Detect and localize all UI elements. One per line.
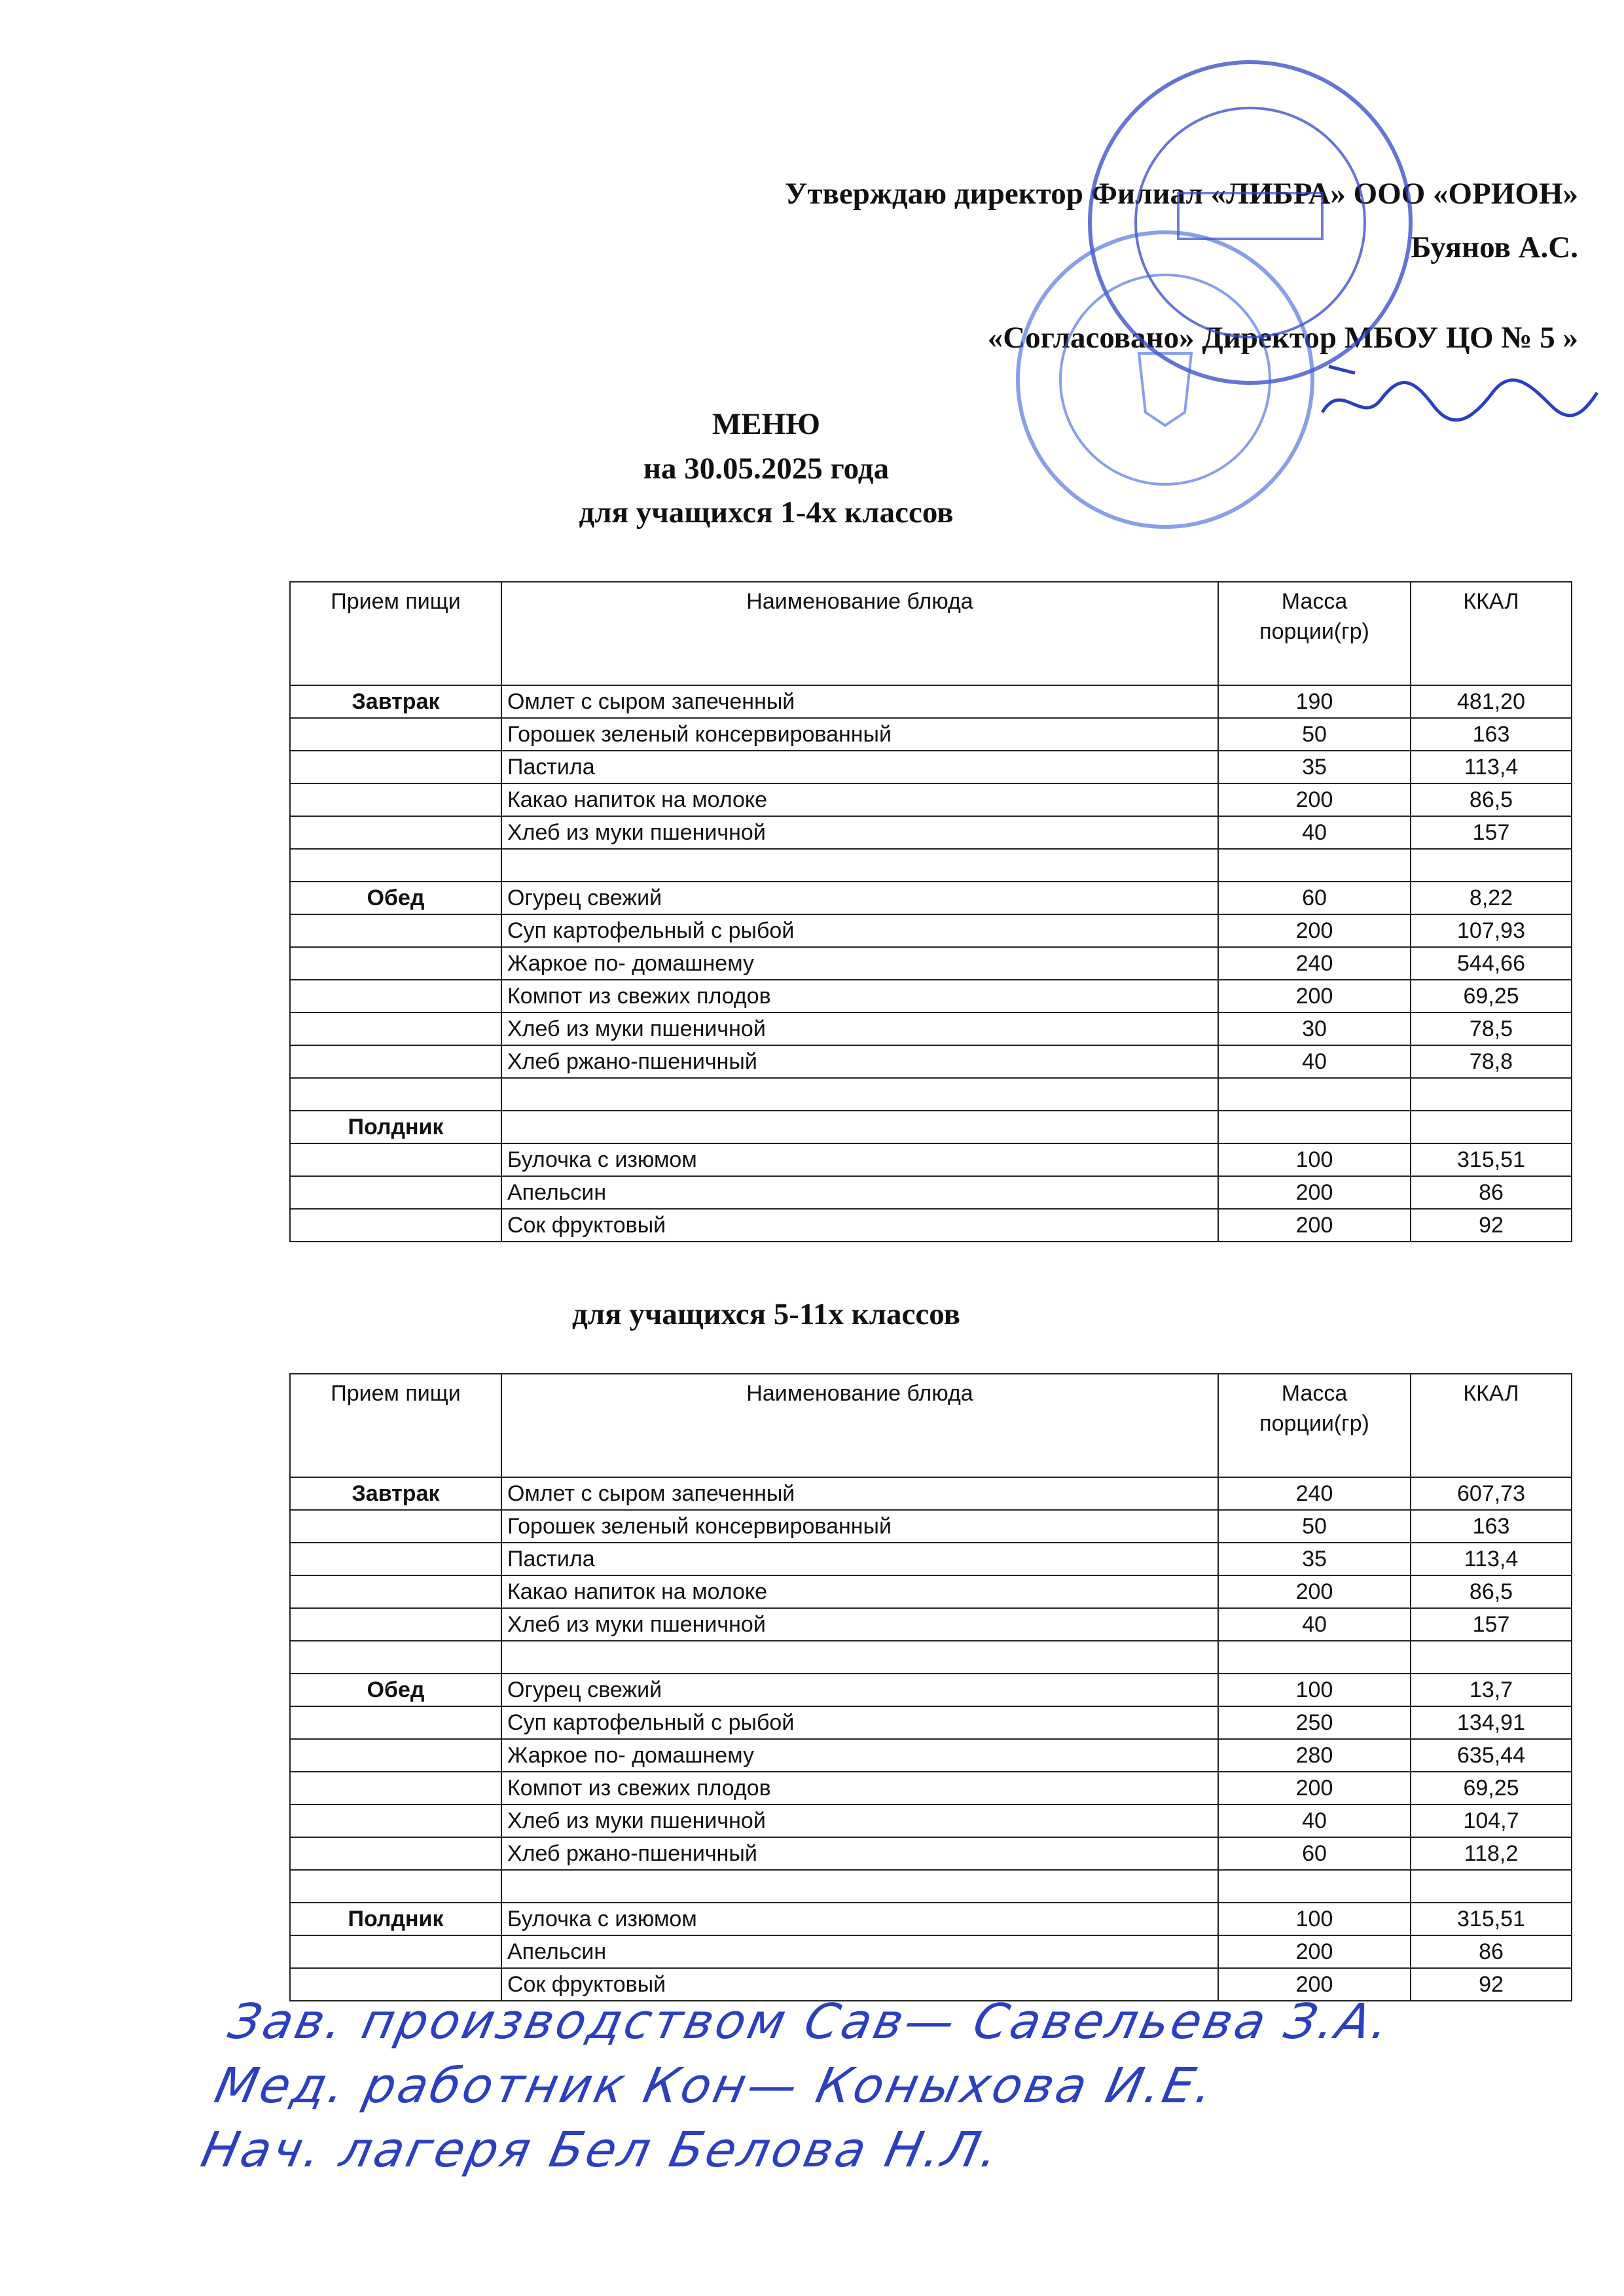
kcal-cell (1411, 849, 1572, 882)
meal-cell (290, 980, 501, 1013)
table-row (290, 816, 1572, 849)
column-dish: Наименование блюда (501, 582, 1218, 685)
table-header-row (290, 1374, 1572, 1477)
meal-cell: Завтрак (290, 685, 501, 718)
kcal-cell: 8,22 (1411, 882, 1572, 914)
meal-cell (290, 1641, 501, 1674)
column-mass: Масса порции(гр) (1218, 1374, 1411, 1477)
dish-cell: Омлет с сыром запеченный (501, 1477, 1218, 1510)
mass-cell: 200 (1218, 1176, 1411, 1209)
meal-cell (290, 1870, 501, 1903)
dish-cell: Пастила (501, 1543, 1218, 1575)
mass-cell (1218, 1870, 1411, 1903)
table-row (290, 1870, 1572, 1903)
table-row (290, 783, 1572, 816)
dish-cell: Хлеб из муки пшеничной (501, 1804, 1218, 1837)
mass-cell: 60 (1218, 1837, 1411, 1870)
mass-cell (1218, 1111, 1411, 1143)
table-row (290, 1045, 1572, 1078)
table-row (290, 1143, 1572, 1176)
kcal-cell: 315,51 (1411, 1143, 1572, 1176)
table-row (290, 1739, 1572, 1772)
dish-cell: Суп картофельный с рыбой (501, 1706, 1218, 1739)
table-row (290, 1078, 1572, 1111)
kcal-cell: 107,93 (1411, 914, 1572, 947)
group1-title: для учащихся 1-4х классов (579, 495, 954, 529)
mass-cell (1218, 849, 1411, 882)
table-row (290, 980, 1572, 1013)
mass-cell: 50 (1218, 1510, 1411, 1543)
kcal-cell: 104,7 (1411, 1804, 1572, 1837)
dish-cell: Какао напиток на молоке (501, 1575, 1218, 1608)
dish-cell: Горошек зеленый консервированный (501, 1510, 1218, 1543)
mass-cell: 100 (1218, 1674, 1411, 1706)
menu-date: на 30.05.2025 года (643, 452, 890, 486)
meal-cell (290, 751, 501, 783)
meal-cell (290, 1772, 501, 1804)
table-row (290, 1837, 1572, 1870)
mass-cell: 190 (1218, 685, 1411, 718)
meal-cell (290, 783, 501, 816)
mass-cell: 50 (1218, 718, 1411, 751)
dish-cell: Хлеб ржано-пшеничный (501, 1045, 1218, 1078)
meal-cell: Полдник (290, 1903, 501, 1935)
meal-cell (290, 1706, 501, 1739)
mass-cell: 250 (1218, 1706, 1411, 1739)
table-row (290, 1935, 1572, 1968)
table-row (290, 751, 1572, 783)
meal-cell (290, 1935, 501, 1968)
mass-cell: 40 (1218, 1608, 1411, 1641)
kcal-cell: 86 (1411, 1935, 1572, 1968)
mass-cell: 240 (1218, 1477, 1411, 1510)
dish-cell: Суп картофельный с рыбой (501, 914, 1218, 947)
table-row (290, 685, 1572, 718)
meal-cell (290, 1575, 501, 1608)
kcal-cell: 607,73 (1411, 1477, 1572, 1510)
mass-cell: 60 (1218, 882, 1411, 914)
kcal-cell: 13,7 (1411, 1674, 1572, 1706)
meal-cell: Обед (290, 882, 501, 914)
kcal-cell: 635,44 (1411, 1739, 1572, 1772)
dish-cell: Омлет с сыром запеченный (501, 685, 1218, 718)
group2-title: для учащихся 5-11х классов (572, 1297, 960, 1331)
kcal-cell: 69,25 (1411, 1772, 1572, 1804)
dish-cell: Сок фруктовый (501, 1968, 1218, 2001)
menu-title: МЕНЮ (712, 407, 821, 441)
meal-cell (290, 1608, 501, 1641)
table-row (290, 914, 1572, 947)
mass-cell: 35 (1218, 1543, 1411, 1575)
table-row (290, 1543, 1572, 1575)
kcal-cell (1411, 1111, 1572, 1143)
kcal-cell: 86 (1411, 1176, 1572, 1209)
kcal-cell: 92 (1411, 1968, 1572, 2001)
dish-cell: Хлеб из муки пшеничной (501, 1608, 1218, 1641)
meal-cell (290, 1804, 501, 1837)
kcal-cell: 157 (1411, 1608, 1572, 1641)
dish-cell (501, 1641, 1218, 1674)
dish-cell: Пастила (501, 751, 1218, 783)
table-row (290, 1903, 1572, 1935)
meal-cell (290, 1837, 501, 1870)
meal-cell (290, 1045, 501, 1078)
kcal-cell: 481,20 (1411, 685, 1572, 718)
kcal-cell: 118,2 (1411, 1837, 1572, 1870)
kcal-cell: 163 (1411, 718, 1572, 751)
dish-cell (501, 1870, 1218, 1903)
mass-cell: 200 (1218, 1935, 1411, 1968)
meal-cell (290, 1176, 501, 1209)
kcal-cell: 78,5 (1411, 1013, 1572, 1045)
meal-cell (290, 1078, 501, 1111)
meal-cell: Завтрак (290, 1477, 501, 1510)
mass-cell: 35 (1218, 751, 1411, 783)
signatures-block (196, 1990, 1398, 2182)
signature-medical-worker: Мед. работник Кон— Коныхова И.Е. (209, 2058, 1221, 2114)
director-signature (1316, 353, 1604, 439)
menu-table-grades-5-11 (289, 1373, 1572, 2001)
dish-cell: Огурец свежий (501, 882, 1218, 914)
table-row (290, 1608, 1572, 1641)
dish-cell: Сок фруктовый (501, 1209, 1218, 1242)
kcal-cell: 163 (1411, 1510, 1572, 1543)
mass-cell (1218, 1641, 1411, 1674)
kcal-cell: 544,66 (1411, 947, 1572, 980)
dish-cell: Хлеб из муки пшеничной (501, 816, 1218, 849)
agreed-line: «Согласовано» Директор МБОУ ЦО № 5 » (987, 321, 1578, 355)
kcal-cell: 134,91 (1411, 1706, 1572, 1739)
mass-cell: 200 (1218, 783, 1411, 816)
signature-camp-head: Нач. лагеря Бел Белова Н.Л. (196, 2122, 1006, 2178)
dish-cell: Огурец свежий (501, 1674, 1218, 1706)
kcal-cell (1411, 1641, 1572, 1674)
table-row (290, 1477, 1572, 1510)
table-row (290, 1111, 1572, 1143)
table-row (290, 1706, 1572, 1739)
mass-cell: 40 (1218, 1804, 1411, 1837)
table-row (290, 882, 1572, 914)
dish-cell: Апельсин (501, 1176, 1218, 1209)
kcal-cell: 86,5 (1411, 1575, 1572, 1608)
dish-cell: Булочка с изюмом (501, 1143, 1218, 1176)
dish-cell: Горошек зеленый консервированный (501, 718, 1218, 751)
mass-cell: 30 (1218, 1013, 1411, 1045)
kcal-cell: 113,4 (1411, 751, 1572, 783)
meal-cell (290, 914, 501, 947)
meal-cell (290, 947, 501, 980)
mass-cell: 200 (1218, 1968, 1411, 2001)
meal-cell (290, 849, 501, 882)
mass-cell (1218, 1078, 1411, 1111)
kcal-cell: 86,5 (1411, 783, 1572, 816)
table-row (290, 1804, 1572, 1837)
table-row (290, 947, 1572, 980)
mass-cell: 40 (1218, 1045, 1411, 1078)
table-row (290, 1674, 1572, 1706)
dish-cell: Булочка с изюмом (501, 1903, 1218, 1935)
meal-cell (290, 816, 501, 849)
kcal-cell: 92 (1411, 1209, 1572, 1242)
dish-cell: Хлеб ржано-пшеничный (501, 1837, 1218, 1870)
table-row (290, 1176, 1572, 1209)
mass-cell: 200 (1218, 1772, 1411, 1804)
table-header-row (290, 582, 1572, 685)
mass-cell: 100 (1218, 1143, 1411, 1176)
mass-cell: 40 (1218, 816, 1411, 849)
meal-cell: Обед (290, 1674, 501, 1706)
mass-cell: 200 (1218, 914, 1411, 947)
kcal-cell: 113,4 (1411, 1543, 1572, 1575)
table-row (290, 1772, 1572, 1804)
dish-cell (501, 1078, 1218, 1111)
mass-cell: 200 (1218, 1575, 1411, 1608)
column-dish: Наименование блюда (501, 1374, 1218, 1477)
dish-cell: Хлеб из муки пшеничной (501, 1013, 1218, 1045)
meal-cell (290, 1209, 501, 1242)
meal-cell (290, 1013, 501, 1045)
kcal-cell: 78,8 (1411, 1045, 1572, 1078)
table-row (290, 1013, 1572, 1045)
dish-cell: Жаркое по- домашнему (501, 1739, 1218, 1772)
mass-cell: 100 (1218, 1903, 1411, 1935)
dish-cell (501, 1111, 1218, 1143)
column-kcal: ККАЛ (1411, 582, 1572, 685)
table-row (290, 1641, 1572, 1674)
column-mass: Масса порции(гр) (1218, 582, 1411, 685)
meal-cell (290, 1739, 501, 1772)
school-stamp (1008, 223, 1322, 537)
dish-cell: Какао напиток на молоке (501, 783, 1218, 816)
kcal-cell: 69,25 (1411, 980, 1572, 1013)
table-row (290, 718, 1572, 751)
approve-line: Утверждаю директор Филиал «ЛИБРА» ООО «ОРИОН» (784, 177, 1578, 211)
meal-cell (290, 1143, 501, 1176)
column-meal: Прием пищи (290, 1374, 501, 1477)
mass-cell: 280 (1218, 1739, 1411, 1772)
meal-cell (290, 1510, 501, 1543)
dish-cell: Апельсин (501, 1935, 1218, 1968)
table-row (290, 849, 1572, 882)
kcal-cell (1411, 1870, 1572, 1903)
kcal-cell: 315,51 (1411, 1903, 1572, 1935)
meal-cell (290, 1543, 501, 1575)
signature-production-head: Зав. производством Сав— Савельева З.А. (223, 1994, 1397, 2050)
mass-cell: 200 (1218, 1209, 1411, 1242)
meal-cell (290, 718, 501, 751)
dish-cell: Компот из свежих плодов (501, 980, 1218, 1013)
table-row (290, 1510, 1572, 1543)
kcal-cell (1411, 1078, 1572, 1111)
mass-cell: 200 (1218, 980, 1411, 1013)
table-row (290, 1209, 1572, 1242)
dish-cell: Компот из свежих плодов (501, 1772, 1218, 1804)
kcal-cell: 157 (1411, 816, 1572, 849)
dish-cell (501, 849, 1218, 882)
column-meal: Прием пищи (290, 582, 501, 685)
meal-cell: Полдник (290, 1111, 501, 1143)
mass-cell: 240 (1218, 947, 1411, 980)
table-row (290, 1575, 1572, 1608)
menu-table-grades-1-4 (289, 581, 1572, 1242)
dish-cell: Жаркое по- домашнему (501, 947, 1218, 980)
approver-name: Буянов А.С. (1411, 230, 1578, 264)
column-kcal: ККАЛ (1411, 1374, 1572, 1477)
